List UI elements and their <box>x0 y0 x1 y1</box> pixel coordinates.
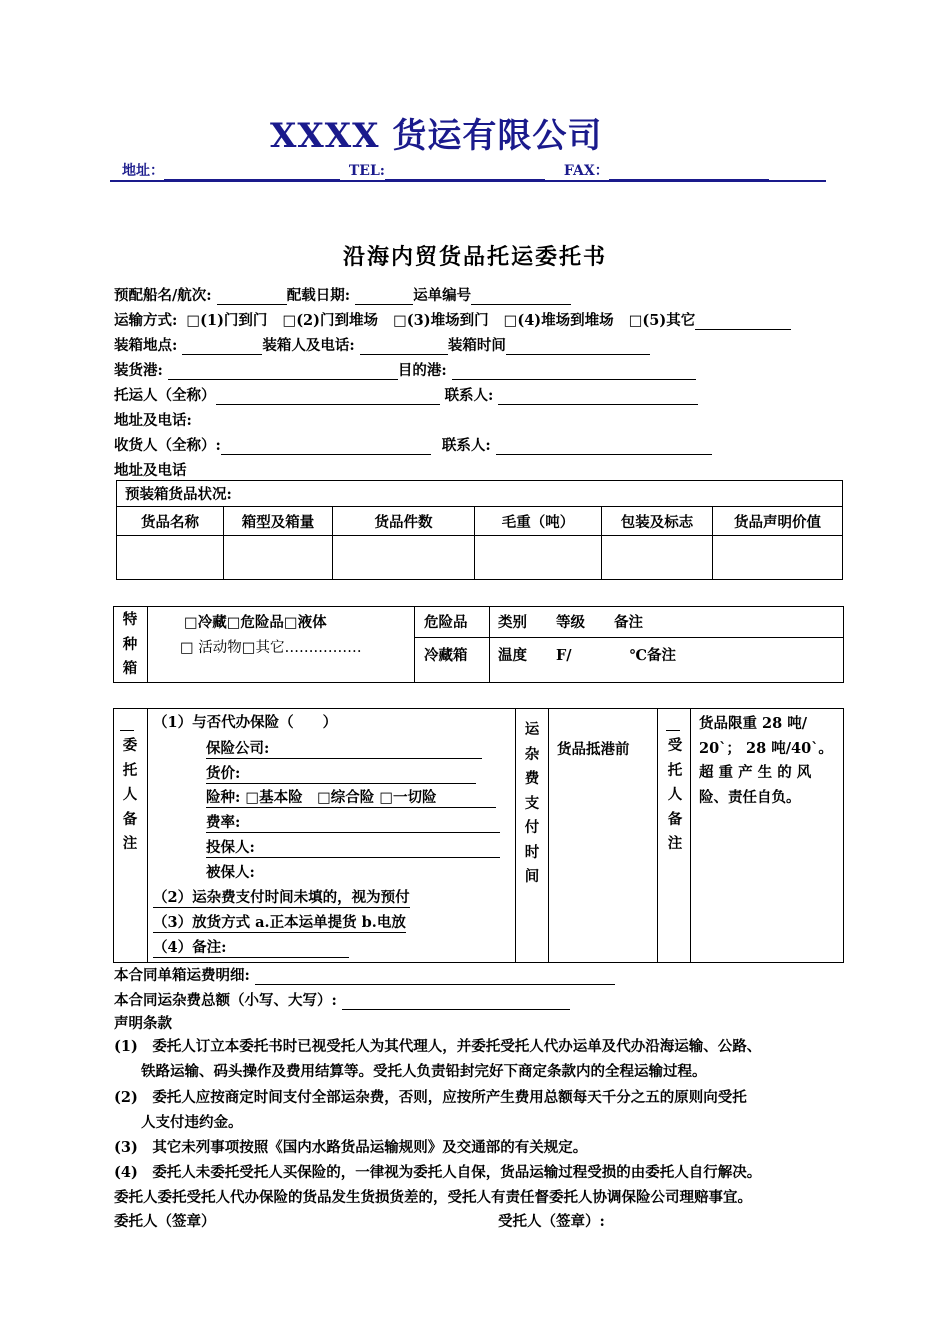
payment-note: （2）运杂费支付时间未填的，视为预付 <box>153 886 410 908</box>
cell-gross-weight-input[interactable] <box>475 536 602 580</box>
clause-2-cont: 人支付违约金。 <box>141 1114 243 1131</box>
mode-door-door-checkbox[interactable]: □(1)门到门 <box>186 312 268 329</box>
mode-label: 运输方式: <box>114 312 178 329</box>
payment-time-value: 货品抵港前 <box>557 741 630 758</box>
row-mode <box>114 309 791 330</box>
col-goods-name: 货品名称 <box>117 507 224 536</box>
clause-2: (2) 委托人应按商定时间支付全部运杂费，否则，应按所产生费用总额每天千分之五的原则向受托 <box>114 1089 747 1106</box>
other-remarks-field[interactable]: （4）备注: <box>153 936 349 958</box>
insurer-field[interactable]: 投保人: <box>206 836 500 858</box>
clause-1: (1) 委托人订立本委托书时已视受托人为其代理人，并委托受托人代办运单及代办沿海运输、公路、 <box>114 1038 762 1055</box>
clauses-title: 声明条款 <box>114 1015 172 1032</box>
page-title: 沿海内贸货品托运委托书 <box>342 244 607 270</box>
agent-signature-label: 受托人（签章）: <box>498 1213 605 1230</box>
fax-label: FAX： <box>563 163 609 179</box>
packer-label: 装箱人及电话: <box>262 337 355 354</box>
clause-1-cont: 铁路运输、码头操作及费用结算等。受托人负责铅封完好下商定条款内的全程运输过程。 <box>141 1063 707 1080</box>
address-line <box>122 160 769 180</box>
shipper-address-label: 地址及电话: <box>114 412 192 429</box>
goods-value-field[interactable]: 货价: <box>206 762 476 784</box>
client-signature-label: 委托人（签章） <box>114 1213 216 1230</box>
freight-total-row <box>114 989 570 1010</box>
shipper-contact-label: 联系人: <box>444 387 494 404</box>
dest-port-label: 目的港: <box>397 362 447 379</box>
company-name: XXXX 货运有限公司 <box>270 116 603 156</box>
special-options-row1[interactable]: □冷藏□危险品□液体 <box>184 614 327 631</box>
agent-remarks-label: 受托人备注 <box>667 737 683 852</box>
col-packaging: 包装及标志 <box>602 507 713 536</box>
packing-place-label: 装箱地点: <box>114 337 178 354</box>
mode-door-yard-checkbox[interactable]: □(2)门到堆场 <box>282 312 379 329</box>
ship-label: 预配船名/航次: <box>114 287 212 304</box>
mode-yard-yard-checkbox[interactable]: □(4)堆场到堆场 <box>503 312 614 329</box>
cell-packaging-input[interactable] <box>602 536 713 580</box>
header-rule <box>110 180 826 182</box>
load-port-label: 装货港: <box>114 362 163 379</box>
goods-caption: 预装箱货品状况: <box>117 481 843 507</box>
row-consignee <box>114 434 712 455</box>
date-label: 配载日期: <box>286 287 351 304</box>
row-ports <box>114 359 696 380</box>
mode-yard-door-checkbox[interactable]: □(3)堆场到门 <box>393 312 489 329</box>
payment-time-label: 运杂费支付时间 <box>524 721 540 885</box>
clause-4-cont: 委托人委托受托人代办保险的货品发生货损货差的，受托人有责任督委托人协调保险公司理赔事宜。 <box>114 1189 752 1206</box>
shipper-label: 托运人（全称） <box>114 387 216 404</box>
row-shipper <box>114 384 698 405</box>
special-options-row2[interactable]: □ 活动物□其它…….……… <box>180 640 362 656</box>
freight-detail-label: 本合同单箱运费明细: <box>114 967 250 984</box>
address-label: 地址： <box>122 163 164 179</box>
dangerous-goods-label: 危险品 <box>424 614 468 631</box>
freight-detail-input[interactable] <box>255 970 615 985</box>
freight-detail-row <box>114 964 615 985</box>
consignee-contact-label: 联系人: <box>441 437 491 454</box>
waybill-label: 运单编号 <box>413 287 472 304</box>
insurance-question[interactable]: （1）与否代办保险（ ） <box>153 714 338 731</box>
cell-goods-name-input[interactable] <box>117 536 224 580</box>
dangerous-goods-columns: 类别 等级 备注 <box>498 614 643 631</box>
col-gross-weight: 毛重（吨） <box>475 507 602 536</box>
cell-declared-value-input[interactable] <box>713 536 843 580</box>
col-pieces: 货品件数 <box>333 507 475 536</box>
freight-total-input[interactable] <box>342 995 570 1010</box>
col-declared-value: 货品声明价值 <box>713 507 843 536</box>
consignee-label: 收货人（全称）: <box>114 437 221 454</box>
mode-other-checkbox[interactable]: □(5)其它 <box>628 312 696 329</box>
reefer-columns: 温度 F/ ℃备注 <box>498 647 676 664</box>
tel-label: TEL: <box>348 163 385 179</box>
insured-field[interactable]: 被保人: <box>206 864 255 881</box>
row-ship <box>114 284 571 305</box>
agent-weight-note: 货品限重 28 吨/ 20`； 28 吨/40`。 超 重 产 生 的 风 险、责任自负。 <box>699 715 833 806</box>
insurance-company-field[interactable]: 保险公司: <box>206 737 482 759</box>
release-method-note: （3）放货方式 a.正本运单提货 b.电放 <box>153 911 406 933</box>
client-remarks-label: 委托人备注 <box>122 737 138 852</box>
insurance-type-options[interactable]: 险种: □基本险 □综合险 □一切险 <box>206 786 496 808</box>
packing-time-label: 装箱时间 <box>447 337 506 354</box>
row-packing <box>114 334 650 355</box>
col-container-type: 箱型及箱量 <box>224 507 333 536</box>
freight-total-label: 本合同运杂费总额（小写、大写）: <box>114 992 337 1009</box>
reefer-label: 冷藏箱 <box>424 647 468 664</box>
consignee-address-label: 地址及电话 <box>114 462 187 479</box>
cell-container-type-input[interactable] <box>224 536 333 580</box>
clause-3: (3) 其它未列事项按照《国内水路货品运输规则》及交通部的有关规定。 <box>114 1139 588 1156</box>
special-container-label: 特种箱 <box>122 611 138 677</box>
clause-4: (4) 委托人未委托受托人买保险的，一律视为委托人自保，货品运输过程受损的由委托人自行解决。 <box>114 1164 762 1181</box>
cell-pieces-input[interactable] <box>333 536 475 580</box>
insurance-rate-field[interactable]: 费率: <box>206 811 500 833</box>
goods-table <box>116 480 843 580</box>
